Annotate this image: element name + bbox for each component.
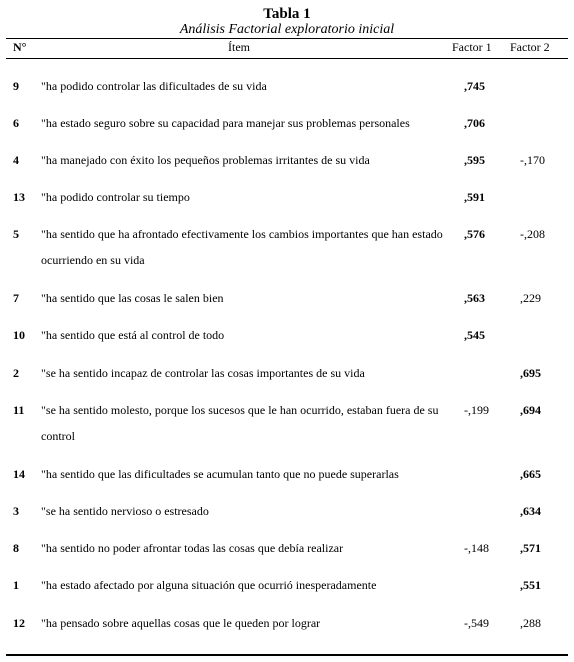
row-factor-2: -,170 xyxy=(520,153,545,167)
row-factor-2: -,208 xyxy=(520,227,545,241)
row-factor-2: ,288 xyxy=(520,616,541,630)
row-factor-1: ,706 xyxy=(464,116,485,130)
row-item-text: "ha sentido que las cosas le salen bien xyxy=(41,291,224,305)
row-number: 2 xyxy=(13,366,19,380)
header-item: Ítem xyxy=(228,40,250,54)
row-item-text: "ha pensado sobre aquellas cosas que le queden por lograr xyxy=(41,616,321,630)
table-title: Tabla 1 xyxy=(263,6,311,22)
header-factor-1: Factor 1 xyxy=(452,40,492,54)
row-factor-1: ,576 xyxy=(464,227,485,241)
row-number: 14 xyxy=(13,467,25,481)
row-number: 1 xyxy=(13,578,19,592)
row-number: 9 xyxy=(13,79,19,93)
row-factor-2: ,694 xyxy=(520,403,541,417)
row-number: 13 xyxy=(13,190,25,204)
row-factor-1: ,545 xyxy=(464,328,485,342)
row-factor-1: ,745 xyxy=(464,79,485,93)
row-factor-1: ,595 xyxy=(464,153,485,167)
row-number: 3 xyxy=(13,504,19,518)
row-factor-1: -,199 xyxy=(464,403,489,417)
top-rule xyxy=(6,38,568,39)
row-factor-2: ,229 xyxy=(520,291,541,305)
row-factor-2: ,665 xyxy=(520,467,541,481)
row-factor-2: ,634 xyxy=(520,504,541,518)
row-item-text: "ha sentido que está al control de todo xyxy=(41,328,225,342)
row-item-text: "ha sentido no poder afrontar todas las cosas que debía realizar xyxy=(41,541,344,555)
row-item-text: "ha estado seguro sobre su capacidad para manejar sus problemas personales xyxy=(41,116,410,130)
row-factor-2: ,695 xyxy=(520,366,541,380)
row-item-text: "ha estado afectado por alguna situación que ocurrió inesperadamente xyxy=(41,578,377,592)
row-item-text: "ha sentido que ha afrontado efectivamente los cambios importantes que han estado ocurriendo en su vida xyxy=(41,227,443,267)
row-item-text: "ha podido controlar las dificultades de su vida xyxy=(41,79,267,93)
row-factor-1: -,549 xyxy=(464,616,489,630)
table-subtitle: Análisis Factorial exploratorio inicial xyxy=(179,22,395,37)
row-number: 12 xyxy=(13,616,25,630)
row-factor-1: ,563 xyxy=(464,291,485,305)
bottom-rule xyxy=(6,654,568,656)
row-item-text: "se ha sentido molesto, porque los sucesos que le han ocurrido, estaban fuera de su control xyxy=(41,403,439,443)
row-factor-2: ,551 xyxy=(520,578,541,592)
row-number: 10 xyxy=(13,328,25,342)
row-item-text: "ha manejado con éxito los pequeños problemas irritantes de su vida xyxy=(41,153,370,167)
row-item-text: "se ha sentido nervioso o estresado xyxy=(41,504,209,518)
row-item-text: "se ha sentido incapaz de controlar las cosas importantes de su vida xyxy=(41,366,365,380)
row-number: 8 xyxy=(13,541,19,555)
row-item-text: "ha podido controlar su tiempo xyxy=(41,190,190,204)
row-factor-2: ,571 xyxy=(520,541,541,555)
row-number: 5 xyxy=(13,227,19,241)
row-number: 11 xyxy=(13,403,25,417)
row-number: 6 xyxy=(13,116,19,130)
row-factor-1: -,148 xyxy=(464,541,489,555)
header-factor-2: Factor 2 xyxy=(510,40,550,54)
row-number: 7 xyxy=(13,291,19,305)
row-item-text: "ha sentido que las dificultades se acumulan tanto que no puede superarlas xyxy=(41,467,399,481)
row-number: 4 xyxy=(13,153,19,167)
header-num: N° xyxy=(13,40,27,54)
row-factor-1: ,591 xyxy=(464,190,485,204)
header-rule xyxy=(6,58,568,59)
